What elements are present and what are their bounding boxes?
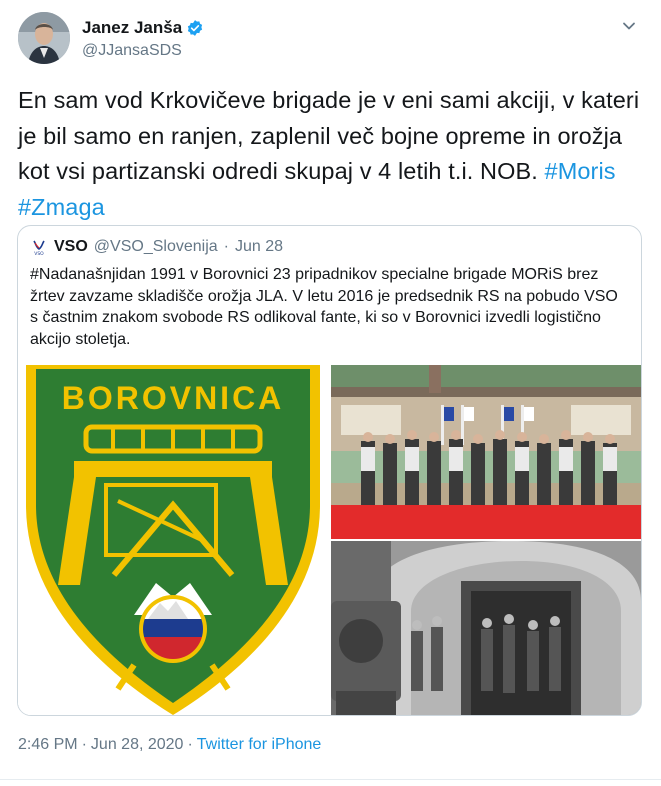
hashtag-link[interactable]: #Moris [544,158,616,184]
borovnica-patch-image[interactable] [18,365,328,715]
quoted-date: Jun 28 [234,238,284,255]
quoted-tweet[interactable] [17,225,642,716]
quoted-text: #Nadanašnjidan 1991 v Borovnici 23 pripadnikov specialne brigade MORiS brez žrtev zavzame skladišče orožja JLA. V letu 2016 je predsednik RS na pobudo VSO s častnim znakom svobode RS odlikoval fante, ki so v Borovnici izvedli logistično akcijo stoletja. [30,266,618,348]
dot-separator: · [187,736,193,753]
group-photo[interactable] [331,365,641,539]
quoted-author-handle: @VSO_Slovenija [93,238,218,255]
dot-separator: · [81,736,87,753]
chevron-down-icon[interactable] [621,18,637,34]
tweet-footer [18,736,321,754]
avatar-image [18,12,70,64]
quoted-header [30,238,283,256]
author-handle[interactable]: @JJansaSDS [82,42,182,59]
tweet-source-link[interactable]: Twitter for iPhone [196,736,322,753]
quoted-media-grid [18,365,641,715]
bunker-photo-graphic [331,541,641,715]
tweet-text [18,83,643,225]
author-name[interactable]: Janez Janša [82,18,183,37]
bunker-photo[interactable] [331,541,641,715]
group-photo-graphic [331,365,641,539]
quoted-author-name: VSO [54,238,88,255]
verified-badge-icon [186,19,204,37]
author-avatar[interactable] [18,12,70,64]
vso-logo-text: VSO [34,252,44,256]
patch-graphic [18,365,328,715]
tweet-body: En sam vod Krkovičeve brigade je v eni sami akciji, v kateri je bil samo en ranjen, zaplenil več bojne opreme in orožja kot vsi partizanski odredi skupaj v 4 letih t.i. NOB. [18,87,640,184]
bottom-divider [0,779,661,780]
tweet-date[interactable]: Jun 28, 2020 [90,736,184,753]
author-name-row [82,18,204,38]
patch-title: BOROVNICA [61,380,285,416]
hashtag-link[interactable]: #Zmaga [18,193,105,220]
vso-logo-icon [30,238,48,256]
tweet-time[interactable]: 2:46 PM [18,736,78,753]
dot-separator: · [223,238,229,255]
tweet-header [18,12,643,68]
